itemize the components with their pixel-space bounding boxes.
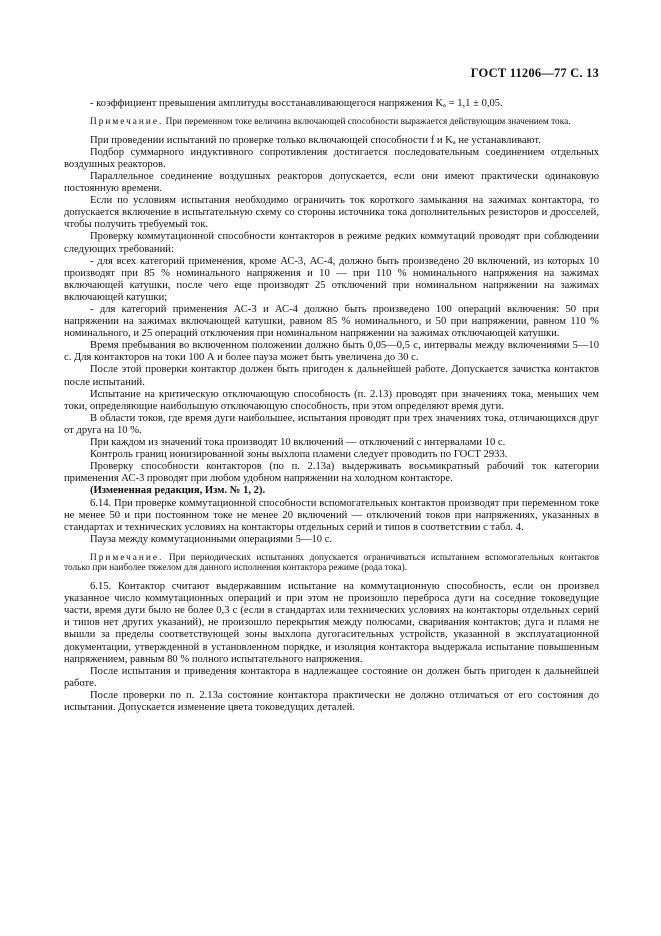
paragraph: Контроль границ ионизированной зоны выхлопа пламени следует проводить по ГОСТ 2933. — [90, 449, 508, 461]
paragraph-kf: - коэффициент превышения амплитуды восстанавливающегося напряжения Kₐ = 1,1 ± 0,05. — [90, 98, 503, 109]
note-2 — [64, 553, 599, 574]
paragraph: Если по условиям испытания необходимо ограничить ток короткого замыкания на зажимах контактора, то допускается включение в испытательную схему со стороны источника тока дополнительных резисторов и дросселей, чтобы получить требуемый ток. — [64, 195, 599, 231]
paragraph: При каждом из значений тока производят 10 включений — отключений с интервалами 10 с. — [90, 437, 506, 449]
paragraph: Подбор суммарного индуктивного сопротивления достигается последовательным соединением отдельных воздушных реакторов. — [64, 146, 599, 170]
note-1 — [64, 117, 599, 128]
paragraph: Проверку способности контакторов (по п. 2.13а) выдерживать восьмикратный рабочий ток категории применения АС-3 проводят при любом удобном напряжении на холодном контакторе. — [64, 461, 599, 485]
note-1-text: При переменном токе величина включающей способности выражается действующим значением тока. — [163, 117, 571, 128]
paragraph: После проверки по п. 2.13а состояние контактора практически не должно отличаться от его состояния до испытания. Допускается изменение цвета токоведущих деталей. — [64, 689, 599, 713]
paragraph: - для категорий применения АС-3 и АС-4 должно быть произведено 100 операций включения: 50 при напряжении на зажимах включающей катушки, равном 85 % номинального, и 50 при напряжении, равном 110 % номинального, и 25 операций отключения при номинальном напряжении на зажимах отключающей катушки. — [64, 304, 599, 340]
page-header: ГОСТ 11206—77 С. 13 — [470, 66, 599, 80]
paragraph-6-14: 6.14. При проверке коммутационной способности вспомогательных контактов производят при переменном токе не менее 50 и при постоянном токе не менее 20 включений — отключений токов при напряжениях, указанных в стандартах и технических условиях на контакторы отдельных серий и типов в соответствии с табл. 4. — [64, 497, 599, 533]
paragraph: При проведении испытаний по проверке только включающей способности f и Kₐ не устанавливают. — [90, 134, 541, 146]
paragraph: После этой проверки контактор должен быть пригоден к дальнейшей работе. Допускается зачистка контактов после испытаний. — [64, 364, 599, 388]
document-body — [64, 98, 599, 714]
paragraph: После испытания и приведения контактора в надлежащее состояние он должен быть пригоден к дальнейшей работе. — [64, 665, 599, 689]
note-1-label: Примечание. — [90, 117, 164, 128]
paragraph-6-15: 6.15. Контактор считают выдержавшим испытание на коммутационную способность, если он произвел указанное число коммутационных операций и при этом не произошло переброса дуги на соседние токоведущие части, время дуги было не более 0,3 с (если в стандартах или технических условиях на контакторы отдельных серий и типов нет других указаний), не произошло перекрытия между полюсами, сваривания контактов; дуга и пламя не вышли за пределы соответствующей зоны выхлопа дугогасительных устройств, указанной в эксплуатационной документации, утвержденной в установленном порядке, и изоляция контактора выдержала испытание повышенным напряжением, равным 80 % полного испытательного напряжения. — [64, 581, 599, 665]
note-2-text: При периодических испытаниях допускается ограничиваться испытанием вспомогательных контактов только при наиболее тяжелом для данного исполнения контактора режиме (рода тока). — [64, 552, 599, 574]
paragraph: - для всех категорий применения, кроме АС-3, АС-4, должно быть произведено 20 включений, из которых 10 производят при 85 % номинального напряжения и 10 — при 110 % номинального напряжения на зажимах включающей катушки, после чего еще производят 25 отключений при номинальном напряжении на зажимах включающей катушки; — [64, 255, 599, 303]
paragraph: Параллельное соединение воздушных реакторов допускается, если они имеют практически одинаковую постоянную времени. — [64, 170, 599, 195]
paragraph: Пауза между коммутационными операциями 5—10 с. — [90, 533, 333, 545]
paragraph: В области токов, где время дуги наибольшее, испытания проводят при трех значениях тока, отличающихся друг от друга на 10 %. — [64, 412, 599, 436]
paragraph: Проверку коммутационной способности контакторов в режиме редких коммутаций проводят при соблюдении следующих требований: — [64, 231, 599, 255]
note-2-label: Примечание. — [90, 552, 164, 563]
amendment-note: (Измененная редакция, Изм. № 1, 2). — [90, 485, 266, 497]
paragraph: Время пребывания во включенном положении должно быть 0,05—0,5 с, интервалы между включениями 5—10 с. Для контакторов на токи 100 А и более пауза может быть увеличена до 30 с. — [64, 340, 599, 364]
paragraph: Испытание на критическую отключающую способность (п. 2.13) проводят при значениях тока, меньших чем токи, определяющие наибольшую отключающую способность, при этом определяют время дуги. — [64, 388, 599, 412]
